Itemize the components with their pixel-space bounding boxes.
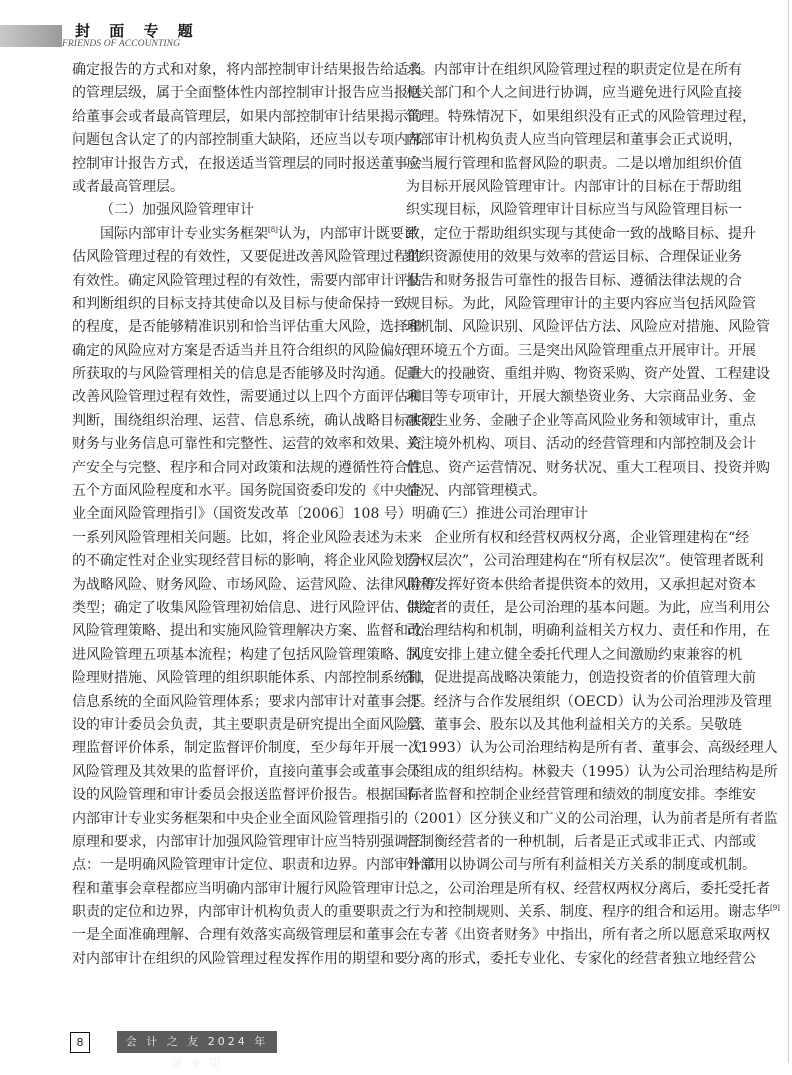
page-edge-line [788, 0, 789, 1063]
text-line: （2001）区分狭义和广义的公司治理，认为前者是所有者监 [406, 810, 778, 827]
text-line: 信息、资产运营情况、财务状况、重大工程项目、投资并购 [406, 459, 770, 476]
text-line: 有效性。确定风险管理过程的有效性，需要内部审计评估 [72, 272, 422, 289]
text-line: 职责的定位和边界，内部审计机构负责人的重要职责之 [72, 904, 408, 921]
text-line: 控制审计报告方式，在报送适当管理层的同时报送董事会 [72, 155, 422, 172]
text-segment: 行为和控制规则、关系、制度、程序的组合和运用。谢志华 [406, 904, 770, 921]
text-line: 的程度，是否能够精准识别和恰当评估重大风险，选择和 [72, 319, 422, 336]
text-line: 员组成的组织结构。林毅夫（1995）认为公司治理结构是所 [406, 763, 778, 780]
text-line: 为目标开展风险管理审计。内部审计的目标在于帮助组 [406, 178, 742, 195]
text-line: 外部用以协调公司与所有利益相关方关系的制度或机制。 [406, 857, 756, 874]
text-line: 改善风险管理过程有效性，需要通过以上四个方面评估和 [72, 389, 422, 406]
section-heading: （三）推进公司治理审计 [434, 506, 588, 523]
citation-superscript: [8] [268, 225, 278, 234]
text-line: 业全面风险管理指引》（国资发改革〔2006〕108 号）明确了 [72, 506, 454, 523]
text-line: （1993）认为公司治理结构是所有者、董事会、高级经理人 [406, 740, 778, 757]
text-line: 理机制、风险识别、风险评估方法、风险应对措施、风险管 [406, 319, 770, 336]
text-line: 对内部审计在组织的风险管理过程发挥作用的期望和要 [72, 950, 408, 967]
text-line: 制度安排上建立健全委托代理人之间激励约束兼容的机 [406, 646, 742, 663]
text-line: 情况、内部管理模式。 [406, 483, 546, 500]
text-line: 提。经济与合作发展组织（OECD）认为公司治理涉及管理 [406, 693, 772, 710]
text-line: 营权层次”，公司治理建构在“所有权层次”。使管理者既利 [406, 553, 764, 570]
text-segment: 国际内部审计专业实务框架 [100, 225, 268, 242]
text-segment: 认为，内部审计既要评 [277, 225, 418, 242]
text-line: 或者最高管理层。 [72, 178, 184, 195]
text-line: 估风险管理过程的有效性，又要促进改善风险管理过程的 [72, 249, 422, 266]
text-line: 设的风险管理和审计委员会报送监督评价报告。根据国际 [72, 787, 422, 804]
text-line: 重大的投融资、重组并购、物资采购、资产处置、工程建设 [406, 366, 770, 383]
text-line: 制，促进提高战略决策能力，创造投资者的价值管理大前 [406, 670, 756, 687]
text-line: 相关部门和个人之间进行协调，应当避免进行风险直接 [406, 85, 742, 102]
text-line: 类型；确定了收集风险管理初始信息、进行风险评估、制定 [72, 599, 436, 616]
text-line: 问题包含认定了的内部控制重大缺陷，还应当以专项内部 [72, 132, 422, 149]
text-line: 项目等专项审计，开展大额垫资业务、大宗商品业务、金 [406, 389, 756, 406]
text-line: 理环境五个方面。三是突出风险管理重点开展审计。开展 [406, 342, 756, 359]
text-line: 融衍生业务、金融子企业等高风险业务和领域审计，重点 [406, 412, 756, 429]
text-line: 内部审计专业实务框架和中央企业全面风险管理指引的 [72, 810, 408, 827]
text-line [406, 901, 780, 924]
text-line: 致，定位于帮助组织实现与其使命一致的战略目标、提升 [406, 225, 756, 242]
text-line: 确定报告的方式和对象，将内部控制审计结果报告给适当 [72, 62, 422, 78]
text-line: 确定的风险应对方案是否适当并且符合组织的风险偏好， [72, 342, 422, 359]
text-line: 关注境外机构、项目、活动的经营管理和内部控制及会计 [406, 436, 756, 453]
header-decor-bar [0, 25, 62, 47]
text-line: 内部审计机构负责人应当向管理层和董事会正式说明， [406, 132, 742, 149]
section-title: 封 面 专 题 [75, 22, 200, 40]
text-line: 设的审计委员会负责，其主要职责是研究提出全面风险管 [72, 716, 422, 733]
text-line: 点：一是明确风险管理审计定位、职责和边界。内部审计章 [72, 857, 436, 874]
text-line: 风险管理策略、提出和实施风险管理解决方案、监督和改 [72, 623, 422, 640]
text-line: 应当履行管理和监督风险的职责。二是以增加组织价值 [406, 155, 742, 172]
text-line: 用和发挥好资本供给者提供资本的效用，又承担起对资本 [406, 576, 756, 593]
text-line: 报告和财务报告可靠性的报告目标、遵循法律法规的合 [406, 272, 742, 289]
citation-superscript: [9] [770, 904, 780, 913]
text-line: 层、董事会、股东以及其他利益相关方的关系。吴敬琏 [406, 716, 742, 733]
journal-english-name: FRIENDS OF ACCOUNTING [62, 39, 181, 49]
text-line: 五个方面风险程度和水平。国务院国资委印发的《中央企 [72, 483, 422, 500]
text-line: 判断，围绕组织治理、运营、信息系统，确认战略目标实现、 [72, 412, 450, 429]
text-line: 程和董事会章程都应当明确内部审计履行风险管理审计 [72, 880, 408, 897]
text-line: 管理。特殊情况下，如果组织没有正式的风险管理过程， [406, 108, 756, 125]
text-line: 原理和要求，内部审计加强风险管理审计应当特别强调三 [72, 833, 422, 850]
right-column [406, 59, 780, 971]
text-line: 的管理层级，属于全面整体性内部控制审计报告应当报送 [72, 85, 422, 102]
text-line: 有者监督和控制企业经营管理和绩效的制度安排。李维安 [406, 787, 756, 804]
text-line: 给董事会或者最高管理层，如果内部控制审计结果揭示的 [72, 108, 422, 125]
text-line: 一系列风险管理相关问题。比如，将企业风险表述为未来 [72, 529, 422, 546]
text-line: 信息系统的全面风险管理体系；要求内部审计对董事会下 [72, 693, 422, 710]
text-line: 供给者的责任，是公司治理的基本问题。为此，应当利用公 [406, 599, 770, 616]
text-line: 所获取的与风险管理相关的信息是否能够及时沟通。促进 [72, 366, 422, 383]
text-line: 总之，公司治理是所有权、经营权两权分离后，委托受托者 [406, 880, 770, 897]
text-line: 司治理结构和机制，明确利益相关方权力、责任和作用，在 [406, 623, 770, 640]
section-heading: （二）加强风险管理审计 [100, 202, 254, 219]
text-line: 和判断组织的目标支持其使命以及目标与使命保持一致 [72, 295, 408, 312]
text-line: 在专著《出资者财务》中指出，所有者之所以愿意采取两权 [406, 927, 770, 944]
text-line: 产安全与完整、程序和合同对政策和法规的遵循性符合性 [72, 459, 422, 476]
text-line: 织实现目标，风险管理审计目标应当与风险管理目标一 [406, 202, 742, 219]
text-line: 组织资源使用的效果与效率的营运目标、合理保证业务 [406, 249, 742, 266]
text-line: 企业所有权和经营权两权分离，企业管理建构在“经 [434, 529, 750, 546]
text-line [72, 223, 418, 246]
text-line: 风险管理及其效果的监督评价，直接向董事会或董事会下 [72, 763, 422, 780]
text-line: 求。内部审计在组织风险管理过程的职责定位是在所有 [406, 62, 742, 78]
text-line: 财务与业务信息可靠性和完整性、运营的效率和效果、资 [72, 436, 422, 453]
text-line: 分离的形式，委托专业化、专家化的经营者独立地经营公 [406, 950, 756, 967]
text-line: 规目标。为此，风险管理审计的主要内容应当包括风险管 [406, 295, 756, 312]
text-line: 险理财措施、风险管理的组织职能体系、内部控制系统和 [72, 670, 422, 687]
text-line: 一是全面准确理解、合理有效落实高级管理层和董事会 [72, 927, 408, 944]
text-line: 的不确定性对企业实现经营目标的影响，将企业风险划分 [72, 553, 422, 570]
text-line: 督制衡经营者的一种机制，后者是正式或非正式、内部或 [406, 833, 756, 850]
left-column [72, 59, 454, 971]
text-line: 理监督评价体系，制定监督评价制度，至少每年开展一次 [72, 740, 422, 757]
journal-issue-label: 会 计 之 友 2024 年 第 9 期 [117, 1031, 277, 1053]
page-number: 8 [70, 1032, 90, 1053]
text-line: 为战略风险、财务风险、市场风险、运营风险、法律风险等 [72, 576, 436, 593]
text-line: 进风险管理五项基本流程；构建了包括风险管理策略、风 [72, 646, 422, 663]
